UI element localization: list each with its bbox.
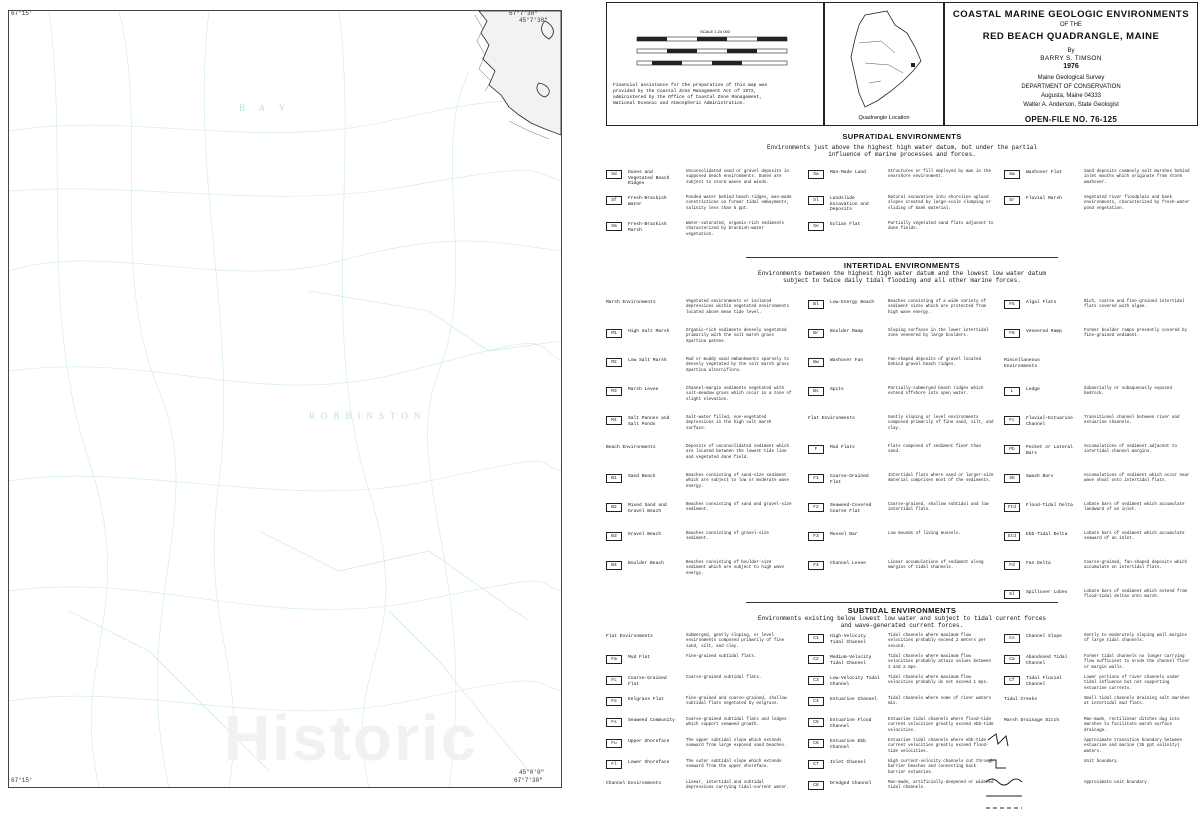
legend-entry [606,387,796,416]
legend-entry-description: Linear accumulations of sediment along margins of tidal channels. [888,561,984,571]
legend-entry-name: Seaweed Community [628,718,675,723]
legend-entry [808,760,998,781]
legend-code-box: B1 [606,474,622,483]
legend-entry-name: Estuarine Ebb Channel [830,739,866,750]
legend-entry-description: Linear, intertidal and subtidal depressions carrying tidal-current water. [686,781,790,791]
legend-code-box: Sw [1004,170,1020,179]
legend-code-box: Sl [1004,590,1020,599]
legend-entry-description: Channel-margin sediments vegetated with salt-meadow grass which occur in a zone of slight elevation. [686,387,792,402]
legend-entry-description: The outer subtidal slope which extends seaward from the upper shoreface. [686,760,782,770]
legend-entry-name: Coarse-Grained Flat [628,676,667,687]
legend-entry-description: Beaches consisting of boulder-size sediment which are subject to high wave energy. [686,561,785,576]
intertidal-heading: INTERTIDAL ENVIRONMENTS [843,261,961,270]
legend-code-box: Ftd [1004,503,1020,512]
legend-entry-name: Gravel Beach [628,532,662,537]
supratidal-description: Environments just above the highest high water datum, but under the partial influence of marine processes and forces. [766,144,1038,158]
legend-entry-name: Marsh Levee [628,387,659,392]
legend-entry-name: Salt Pannes and Salt Ponds [628,416,670,427]
legend-entry-description: Small tidal channels draining salt marshes at intertidal mud flats. [1084,697,1190,707]
legend-entry-description: Vegetated river floodplain and bank environments, characterized by fresh-water pond vegetation. [1084,196,1190,211]
legend-entry-name: Eolian Flat [830,222,861,227]
legend-entry [1004,196,1194,222]
legend-code-box: Fu [606,739,622,748]
open-file-number: OPEN-FILE NO. 76-125 [1024,115,1118,124]
legend-entry-name: Seaweed-Covered Coarse Flat [830,503,872,514]
legend-entry-description: Man-made, artificially-deepened or widened tidal channels. [888,781,994,791]
topographic-map[interactable] [8,10,562,788]
legend-entry-name: Channel Environments [606,781,662,786]
legend-entry-description: Unconsolidated sand or gravel deposits in supposed beach environments. Dunes are subject to storm waves and winds. [686,170,790,185]
legend-entry [606,561,796,590]
legend-code-box: B3 [606,532,622,541]
legend-entry-name: Marsh Environments [606,300,656,305]
legend-code-box: Fc [606,676,622,685]
legend-entry [606,760,796,781]
legend-entry-name: Landslide Excavation and Deposits [830,196,869,213]
legend-code-box: Sf [606,196,622,205]
legend-entry [808,781,998,802]
maine-outline-map [825,3,943,113]
legend-entry-name: High-Velocity Tidal Channel [830,634,866,645]
supratidal-heading: SUPRATIDAL ENVIRONMENTS [842,132,962,141]
legend-entry [808,532,998,561]
legend-entry-name: Boulder Ramp [830,329,864,334]
legend-entry-description: Mud or muddy sand embankments sparsely to densely vegetated by the salt marsh grass Spartina alterniflora. [686,358,790,373]
corner-coordinate-tr-lat: 45°7'30" [519,17,548,24]
legend-sheet [606,2,1198,814]
legend-code-box: L [1004,387,1020,396]
legend-code-box: M2 [606,358,622,367]
legend-entry-description: Estuarine tidal channels where flood-tide current velocities greatly exceed ebb-tide velocities. [888,718,994,733]
legend-entry-description: Tidal channels where maximum flow velocities probably attain values between 1 and 2 mps. [888,655,992,670]
legend-entry [1004,329,1194,358]
legend-entry-name: Channel Slope [1026,634,1062,639]
legend-entry-name: Dredged Channel [830,781,872,786]
legend-code-box: Sm [606,222,622,231]
org-address: Augusta, Maine 04333 [1040,93,1102,99]
legend-code-box: Fd [1004,561,1020,570]
publication-year: 1976 [1063,63,1079,70]
legend-entry-description: Water-saturated, organic-rich sediments characterized by brackish-water vegetation. [686,222,785,237]
intertidal-description: Environments between the highest high water datum and the lowest low water datum subject to twice daily tidal flooding and all other marine forces. [757,270,1047,284]
legend-entry-name: Fluvial-Estuarine Channel [1026,416,1073,427]
legend-code-box: Fm [606,655,622,664]
legend-entry-name: Lower Shoreface [628,760,670,765]
line-symbols [984,730,1044,812]
legend-entry-description: Sloping surfaces in the lower intertidal zone veneered by large boulders. [888,329,989,339]
legend-entry-name: Dunes and Vegetated Beach Ridges [628,170,670,187]
legend-entry [808,170,998,196]
quadrangle-location-box [824,2,944,126]
legend-entry-name: Medium-Velocity Tidal Channel [830,655,872,666]
author-name: BARRY S. TIMSON [1040,55,1102,62]
legend-entry-description: Former tidal channels no longer carrying flow sufficient to erode the channel floor or margin walls. [1084,655,1190,670]
legend-entry-description: Approximate transition boundary between estuarine and marine (35 ppt salinity) waters. [1084,739,1183,754]
legend-entry-name: High Salt Marsh [628,329,670,334]
legend-entry [1004,170,1194,196]
legend-entry-name: Marsh Drainage Ditch [1004,718,1060,723]
legend-code-box: F [808,445,824,454]
legend-entry-name: Eelgrass Flat [628,697,664,702]
legend-entry-description: Structures or fill employed by man in the nearshore environment. [888,170,992,180]
legend-entry [808,634,998,655]
legend-code-box: Bw [808,358,824,367]
legend-entry-name: Ebb-Tidal Delta [1026,532,1068,537]
legend-code-box: F1 [808,474,824,483]
legend-entry [606,196,796,222]
legend-entry [1004,676,1194,697]
legend-entry [1004,474,1194,503]
legend-entry-name: Estuarine Flood Channel [830,718,872,729]
legend-entry-description: Flats composed of sediment finer than sand. [888,445,981,455]
legend-code-box: Etd [1004,532,1020,541]
legend-entry-name: Channel Levee [830,561,866,566]
legend-entry-description: Coarse-grained, fan-shaped deposits which accumulate on intertidal flats. [1084,561,1188,571]
legend-entry-description: Vegetated environments or isolated depressions within vegetated environments located above mean tide level. [686,300,790,315]
legend-entry [606,676,796,697]
legend-entry-name: Mussel Bar [830,532,858,537]
org-geologist: Walter A. Anderson, State Geologist [1023,102,1119,108]
legend-entry-description: Deposits of unconsolidated sediment which are located between the lowest tide line and vegetated dune field. [686,445,790,460]
legend-entry-name: Pocket or Lateral Bars [1026,445,1073,456]
legend-code-box: M1 [606,329,622,338]
legend-entry [808,474,998,503]
corner-coordinate-br: 67°7'30" [514,777,543,784]
legend-entry-description: Submerged, gently sloping, or level environments composed primarily of fine sand, silt, and clay. [686,634,785,649]
legend-entry-description: The upper subtidal slope which extends seaward from large exposed sand beaches. [686,739,787,749]
map-title-line3: RED BEACH QUADRANGLE, MAINE [982,31,1160,42]
transition-boundary-symbol [986,779,1022,785]
legend-entry [606,329,796,358]
legend-entry-name: Flat Environments [808,416,855,421]
legend-code-box: Ca [1004,655,1020,664]
legend-entry-description: Partially vegetated sand flats adjacent to dune fields. [888,222,994,232]
legend-entry-description: Man-made, rectilinear ditches dug into marshes to facilitate marsh surface drainage. [1084,718,1180,733]
legend-entry [808,739,998,760]
legend-entry-description: Subaerially or subaqueously exposed bedrock. [1084,387,1172,397]
quadrangle-location-caption: Quadrangle Location [858,115,910,121]
legend-entry-description: Fine-grained and coarse-grained, shallow subtidal flats vegetated by eelgrass. [686,697,787,707]
legend-entry-name: Beach Environments [606,445,656,450]
legend-entry [606,697,796,718]
legend-entry-description: Accumulations of sediment adjacent to intertidal channel margins. [1084,445,1177,455]
legend-code-box: Cf [1004,676,1020,685]
legend-entry-name: Fresh-Brackish Marsh [628,222,667,233]
legend-entry-description: Sand deposits commonly salt marshes behind inlet mouths which originate from storm washover. [1084,170,1190,185]
legend-entry-description: Coarse-grained, shallow subtidal and low intertidal flats. [888,503,989,513]
legend-entry-name: Tidal Creeks [1004,697,1038,702]
legend-entry-description: Tidal channels where some of river waters mix. [888,697,992,707]
map-label-robbinston: ROBBINSTON [309,411,427,421]
legend-entry-description: Fine-grained subtidal flats. [686,655,757,659]
legend-code-box: Br [808,329,824,338]
legend-entry-description: Beaches consisting of sand-size sediment which are subject to low or moderate wave energy. [686,474,790,489]
legend-entry-name: Low Salt Marsh [628,358,667,363]
legend-entry-description: Beaches consisting of gravel-size sediment. [686,532,769,542]
legend-entry-name: Boulder Beach [628,561,664,566]
legend-entry-name: Mud Flat [628,655,651,660]
legend-entry [808,329,998,358]
legend-entry-name: Washover Flat [1026,170,1062,175]
legend-entry-name: Veneered Ramp [1026,329,1062,334]
legend-entry [1004,697,1194,718]
legend-entry [808,503,998,532]
legend-entry [808,387,998,416]
legend-code-box: C4 [808,697,824,706]
legend-entry-description: Lobate bars of sediment which extend from flood-tidal deltas onto marsh. [1084,590,1188,600]
legend-entry-description: Intertidal flats where sand or larger-size material comprises most of the sediments. [888,474,994,484]
legend-entry [1004,655,1194,676]
legend-entry [606,358,796,387]
legend-entry-description: Gently to moderately sloping wall margins of large tidal channels. [1084,634,1188,644]
legend-code-box: Fs [606,718,622,727]
subtidal-heading: SUBTIDAL ENVIRONMENTS [847,606,957,615]
legend-entry [808,222,998,248]
map-base-drawing [9,11,561,787]
map-title-line1: COASTAL MARINE GEOLOGIC ENVIRONMENTS [952,9,1190,20]
legend-entry-name: Upper Shoreface [628,739,670,744]
legend-entry [808,416,998,445]
legend-code-box: F4 [808,561,824,570]
legend-entry [1004,445,1194,474]
legend-entry-name: Algal Flats [1026,300,1057,305]
legend-code-box: F6 [1004,329,1020,338]
legend-code-box: Fl [606,760,622,769]
legend-entry-name: Swash Bars [1026,474,1054,479]
legend-code-box: C3 [808,676,824,685]
legend-entry [606,474,796,503]
legend-code-box: Sl [808,196,824,205]
legend-entry-name: Sand Beach [628,474,656,479]
legend-entry-description: Coarse-grained subtidal flats. [686,676,762,680]
legend-entry-description: Low mounds of living mussels. [888,532,961,536]
legend-entry-description: Lobate bars of sediment which accumulate seaward of an inlet. [1084,532,1185,542]
legend-code-box: Pb [1004,445,1020,454]
legend-entry-description: Lower portions of river channels under tidal influence but not supporting estuarine currents. [1084,676,1180,691]
legend-entry-description: Tidal channels where maximum flow velocities probably do not exceed 1 mps. [888,676,989,686]
legend-code-box: F3 [808,532,824,541]
legend-entry [1004,634,1194,655]
legend-code-box: Bl [808,300,824,309]
legend-entry-name: Fresh-Brackish Water [628,196,667,207]
legend-entry [1004,532,1194,561]
section-divider [746,602,1058,603]
title-block [944,2,1198,126]
org-department: DEPARTMENT OF CONSERVATION [1021,84,1121,90]
legend-entry-name: Flat Environments [606,634,653,639]
legend-code-box: F5 [1004,300,1020,309]
legend-entry [606,718,796,739]
legend-entry-description: Beaches consisting of sand and gravel-size sediment. [686,503,792,513]
legend-code-box: Se [808,222,824,231]
legend-entry-description: Former boulder ramps presently covered by fine-grained sediment. [1084,329,1188,339]
legend-entry-name: Spillover Lobes [1026,590,1068,595]
legend-entry-name: Abandoned Tidal Channel [1026,655,1068,666]
legend-entry [1004,358,1194,387]
corner-coordinate-tr: 67°7'30" [509,10,538,17]
legend-entry-name: Fluvial Marsh [1026,196,1062,201]
scale-bar [607,3,823,75]
legend-entry-name: Estuarine Channel [830,697,877,702]
legend-entry-description: Rich, coarse and fine-grained intertidal flats covered with algae. [1084,300,1185,310]
legend-entry-name: Man-Made Land [830,170,866,175]
legend-entry-name: Spits [830,387,844,392]
legend-entry-description: Coarse-grained subtidal flats and ledges which support seaweed growth. [686,718,787,728]
legend-entry [1004,387,1194,416]
legend-entry [808,300,998,329]
legend-entry [606,445,796,474]
legend-code-box: M3 [606,387,622,396]
scale-label: SCALE 1:24 000 [700,29,730,34]
legend-entry-name: Coarse-Grained Flat [830,474,869,485]
legend-entry-name: Flood-Tidal Delta [1026,503,1073,508]
map-label-bay: B A Y [239,103,292,113]
legend-entry [808,196,998,222]
legend-entry [808,561,998,590]
legend-code-box: Sb [1004,474,1020,483]
legend-code-box: C2 [808,655,824,664]
legend-entry [606,781,796,802]
legend-entry-name: Ledge [1026,387,1040,392]
legend-code-box: C7 [808,760,824,769]
corner-coordinate-br-lat: 45°0'0" [519,769,545,776]
legend-entry-name: Low-Velocity Tidal Channel [830,676,880,687]
subtidal-description: Environments existing below lowest low water and subject to tidal current forces and wave-generated current forces. [757,615,1047,629]
legend-code-box: C8 [808,781,824,790]
legend-entry-description: Fan-shaped deposits of gravel located behind gravel beach ridges. [888,358,981,368]
legend-entry-description: Unit boundary. [1084,760,1120,764]
legend-entry [1004,503,1194,532]
legend-entry-name: Mud Flats [830,445,855,450]
legend-entry-description: Beaches consisting of a wide variety of sediment sizes which are protected from high wave energy. [888,300,987,315]
legend-entry-description: Ponded water behind beach ridges, man-made constrictions on former tidal embayments, salinity less than 5 ppt. [686,196,792,211]
legend-entry-description: Partially-submerged beach ridges which extend offshore into open water. [888,387,984,397]
legend-entry [606,222,796,248]
scale-bar-box [606,2,824,126]
legend-entry-name: Mixed Sand and Gravel Beach [628,503,667,514]
legend-entry [1004,416,1194,445]
legend-code-box: C1 [808,634,824,643]
legend-code-box: Fe [606,697,622,706]
legend-code-box: Cs [1004,634,1020,643]
legend-entry [606,655,796,676]
legend-entry [606,503,796,532]
map-title-line2: OF THE [1060,22,1082,28]
financial-assistance-note: Financial assistance for the preparation of this map was provided by the Coastal Zone Management Act of 1972, administered by the Office of Coastal Zone Management, National Oceanic and Atmospheric Administration. [613,83,768,106]
legend-code-box: B4 [606,561,622,570]
legend-entry-description: Lobate bars of sediment which accumulate landward of an inlet. [1084,503,1185,513]
legend-entry-name: Miscellaneous Environments [1004,358,1040,369]
legend-entry [606,739,796,760]
legend-entry [606,532,796,561]
legend-entry-name: Low-Energy Beach [830,300,875,305]
legend-code-box: Sr [1004,196,1020,205]
legend-entry [808,676,998,697]
by-label: By [1067,48,1075,54]
legend-entry [1004,300,1194,329]
legend-entry [606,300,796,329]
legend-entry-description: Accumulations of sediment which occur near wave shoal onto intertidal flats. [1084,474,1190,484]
legend-code-box: Sd [606,170,622,179]
legend-entry-description: Tidal channels where maximum flow velocities probably exceed 2 meters per second. [888,634,987,649]
legend-entry [606,416,796,445]
section-divider [746,257,1058,258]
legend-entry-name: Tidal Fluvial Channel [1026,676,1062,687]
legend-entry-description: Gently sloping or level environments composed primarily of fine sand, silt, and clay. [888,416,994,431]
legend-entry [808,358,998,387]
legend-code-box: Fc [1004,416,1020,425]
legend-entry [606,170,796,196]
legend-entry-description: Estuarine tidal channels where ebb-tide current velocities greatly exceed flood-tide velocities. [888,739,989,754]
legend-entry-description: Organic-rich sediments densely vegetated primarily with the salt marsh grass Spartina patens. [686,329,787,344]
legend-entry [808,718,998,739]
legend-entry-description: Transitional channel between river and estuarine channels. [1084,416,1180,426]
legend-entry-description: Natural excavation into shoreline upland slopes created by large-scale slumping or sliding of bank material. [888,196,992,211]
legend-code-box: B2 [606,503,622,512]
legend-code-box: Bs [808,387,824,396]
legend-entry [808,697,998,718]
drainage-ditch-symbol [988,760,1006,768]
tidal-creek-symbol [988,734,1008,746]
watermark-text: Historic [224,702,479,774]
legend-entry [808,655,998,676]
legend-entry-name: Washover Fan [830,358,864,363]
legend-entry-description: Approximate unit boundary. [1084,781,1150,785]
legend-code-box: C6 [808,739,824,748]
legend-code-box: Sa [808,170,824,179]
legend-code-box: F2 [808,503,824,512]
corner-coordinate-tl: 67°15' [11,10,33,17]
legend-code-box: C5 [808,718,824,727]
legend-entry-description: Salt-water filled, non-vegetated depressions in the high salt marsh surface. [686,416,772,431]
legend-entry [1004,561,1194,590]
legend-entry [808,445,998,474]
corner-coordinate-bl: 67°15' [11,777,33,784]
legend-entry-description: High current-velocity channels cut through barrier beaches and connecting back barrier estuaries. [888,760,994,775]
org-survey: Maine Geological Survey [1037,75,1105,81]
legend-entry-name: Inlet Channel [830,760,866,765]
legend-entry [606,634,796,655]
legend-entry-name: Fan Delta [1026,561,1051,566]
legend-code-box: M4 [606,416,622,425]
